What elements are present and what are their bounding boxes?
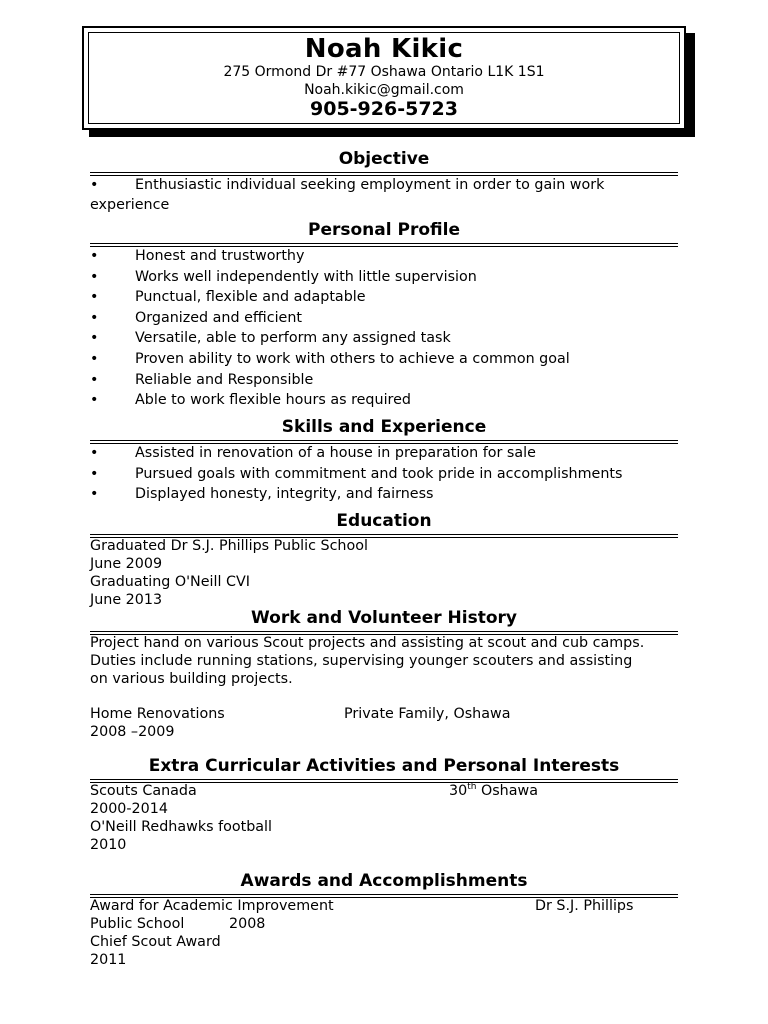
work-paragraph-line: Duties include running stations, supervising younger scouters and assisting <box>90 653 633 669</box>
list-item: • Pursued goals with commitment and took pride in accomplishments <box>90 464 680 485</box>
work-paragraph-line: on various building projects. <box>90 671 293 687</box>
list-item: • Displayed honesty, integrity, and fairness <box>90 484 680 505</box>
bullet-icon: • <box>90 371 99 388</box>
activity-name: Scouts Canada <box>90 783 197 799</box>
list-item: • Versatile, able to perform any assigned task <box>90 328 680 349</box>
candidate-address: 275 Ormond Dr #77 Oshawa Ontario L1K 1S1 <box>223 64 545 80</box>
bullet-icon: • <box>90 350 99 367</box>
awards-heading: Awards and Accomplishments <box>240 871 528 891</box>
candidate-name: Noah Kikic <box>304 34 464 64</box>
bullet-icon: • <box>90 330 99 347</box>
bullet-icon: • <box>90 486 99 503</box>
bullet-icon: • <box>90 465 99 482</box>
header-box <box>82 26 686 130</box>
list-item: • Able to work flexible hours as required <box>90 390 680 411</box>
objective-heading: Objective <box>338 149 430 169</box>
activity-year: 2010 <box>90 837 127 853</box>
job-employer: Private Family, Oshawa <box>344 706 511 722</box>
bullet-icon: • <box>90 392 99 409</box>
activity-location: 30th Oshawa <box>449 782 538 799</box>
activity-years: 2000-2014 <box>90 801 168 817</box>
profile-heading: Personal Profile <box>308 220 460 240</box>
job-title: Home Renovations <box>90 706 225 722</box>
list-item: • Assisted in renovation of a house in preparation for sale <box>90 443 680 464</box>
bullet-icon: • <box>90 445 99 461</box>
list-item: • Honest and trustworthy <box>90 246 680 267</box>
list-item: • Reliable and Responsible <box>90 370 680 391</box>
list-item: • Punctual, flexible and adaptable <box>90 287 680 308</box>
education-heading: Education <box>336 511 432 531</box>
objective-line-1: Enthusiastic individual seeking employment in order to gain work <box>135 177 605 193</box>
job-dates: 2008 –2009 <box>90 724 175 740</box>
objective-text <box>90 175 680 215</box>
education-line: June 2009 <box>90 556 163 572</box>
education-line: Graduating O'Neill CVI <box>90 574 250 590</box>
bullet-icon: • <box>90 309 99 326</box>
candidate-email: Noah.kikic@gmail.com <box>304 82 464 98</box>
objective-line-2: experience <box>90 197 170 213</box>
candidate-phone: 905-926-5723 <box>310 98 458 120</box>
bullet-icon: • <box>90 248 99 264</box>
work-heading: Work and Volunteer History <box>251 608 517 628</box>
award-source: Dr S.J. Phillips <box>535 898 634 914</box>
work-paragraph-line: Project hand on various Scout projects and assisting at scout and cub camps. <box>90 635 645 651</box>
education-line: Graduated Dr S.J. Phillips Public School <box>90 538 368 554</box>
bullet-icon: • <box>90 268 99 285</box>
award-year: 2008 <box>229 916 266 932</box>
list-item: • Works well independently with little supervision <box>90 267 680 288</box>
skills-heading: Skills and Experience <box>281 417 487 437</box>
award-year: 2011 <box>90 952 127 968</box>
profile-list <box>90 246 680 411</box>
award-name: Chief Scout Award <box>90 934 221 950</box>
skills-list <box>90 443 680 505</box>
objective-bullet: • <box>90 177 99 193</box>
education-line: June 2013 <box>90 592 163 608</box>
list-item: • Organized and efficient <box>90 308 680 329</box>
award-name: Award for Academic Improvement <box>90 898 334 914</box>
award-source-cont: Public School <box>90 916 185 932</box>
list-item: • Proven ability to work with others to achieve a common goal <box>90 349 680 370</box>
bullet-icon: • <box>90 289 99 306</box>
activity-name: O'Neill Redhawks football <box>90 819 272 835</box>
extra-heading: Extra Curricular Activities and Personal Interests <box>148 756 620 776</box>
